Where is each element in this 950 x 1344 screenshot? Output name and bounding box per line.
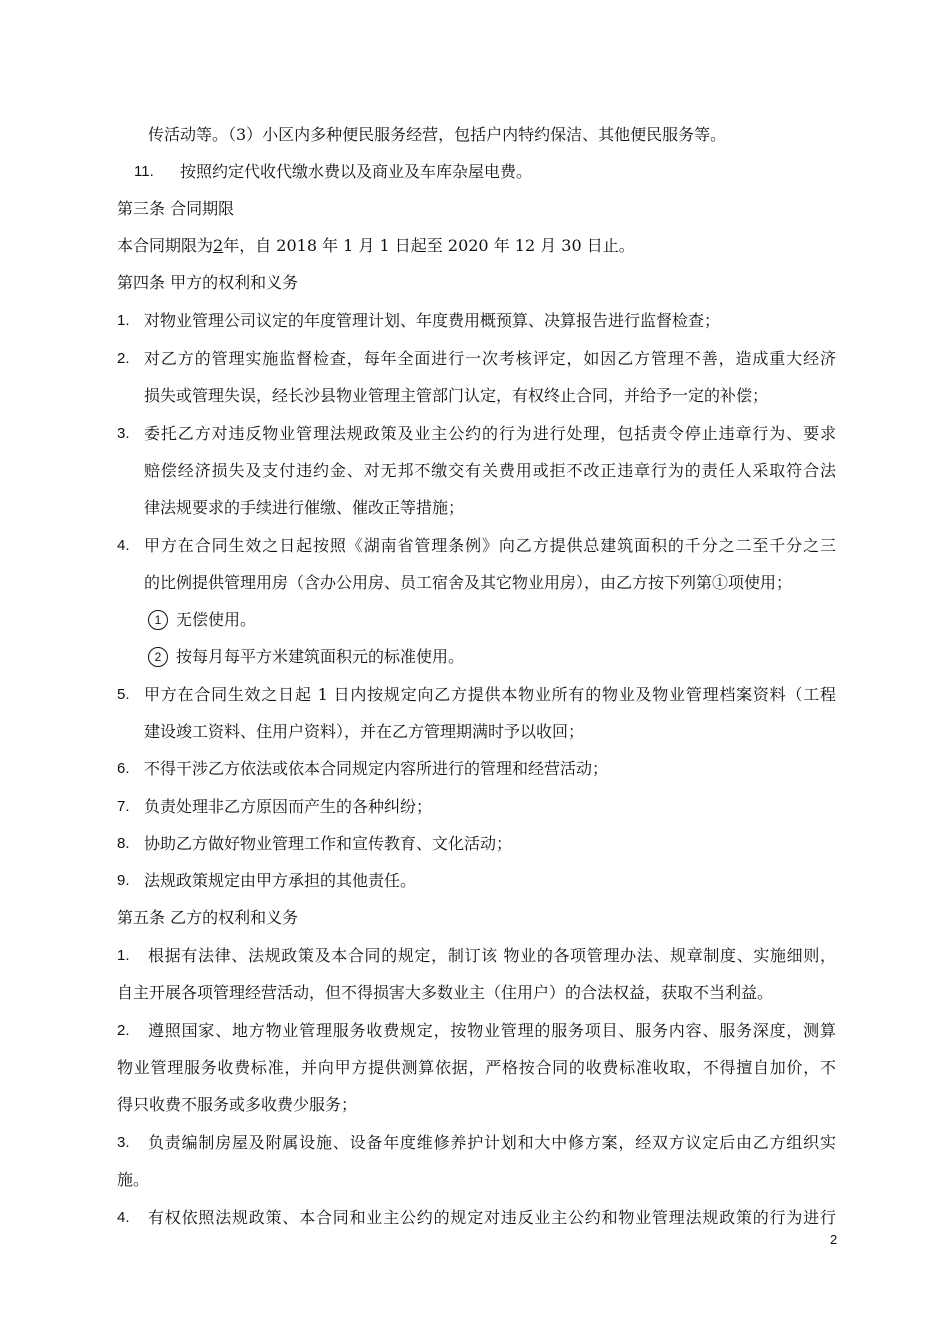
article-heading: 第四条 甲方的权利和义务 xyxy=(117,273,299,292)
term-text-a: 本合同期限为 xyxy=(117,236,214,255)
paragraph-line: 委托乙方对违反物业管理法规政策及业主公约的行为进行处理，包括责令停止违章行为、要求 xyxy=(144,424,836,443)
paragraph-line: 施。 xyxy=(117,1170,150,1189)
paragraph-line: 对物业管理公司议定的年度管理计划、年度费用概预算、决算报告进行监督检查； xyxy=(144,311,721,330)
item-number: 8. xyxy=(117,835,130,852)
term-text-b: 年，自 2018 年 1 月 1 日起至 2020 年 12 月 30 日止。 xyxy=(223,236,635,255)
paragraph-line: 传活动等。（3）小区内多种便民服务经营，包括户内特约保洁、其他便民服务等。 xyxy=(148,125,727,144)
item-number: 9. xyxy=(117,872,130,889)
item-number: 1. xyxy=(117,947,130,964)
paragraph-line: 赔偿经济损失及支付违约金、对无邦不缴交有关费用或拒不改正违章行为的责任人采取符合法 xyxy=(144,461,836,480)
paragraph-line: 建设竣工资料、住用户资料），并在乙方管理期满时予以收回； xyxy=(144,722,585,741)
paragraph-line: 协助乙方做好物业管理工作和宣传教育、文化活动； xyxy=(144,834,513,853)
item-number: 11. xyxy=(134,163,154,180)
item-number: 4. xyxy=(117,1209,130,1226)
paragraph-line: 律法规要求的手续进行催缴、催改正等措施； xyxy=(144,498,465,517)
paragraph-line: 遵照国家、地方物业管理服务收费规定，按物业管理的服务项目、服务内容、服务深度，测算 xyxy=(148,1021,836,1040)
article-heading: 第三条 合同期限 xyxy=(117,199,235,218)
option-line xyxy=(148,646,464,668)
item-number: 2. xyxy=(117,1022,130,1039)
article-heading: 第五条 乙方的权利和义务 xyxy=(117,908,299,927)
paragraph-line: 物业管理服务收费标准，并向甲方提供测算依据，严格按合同的收费标准收取，不得擅自加价，不 xyxy=(117,1058,836,1077)
item-number: 6. xyxy=(117,760,130,777)
paragraph-line: 不得干涉乙方依法或依本合同规定内容所进行的管理和经营活动； xyxy=(144,759,609,778)
term-years: 2 xyxy=(213,236,224,255)
item-number: 7. xyxy=(117,798,130,815)
paragraph-line: 按照约定代收代缴水费以及商业及车库杂屋电费。 xyxy=(180,162,533,181)
paragraph-line: 的比例提供管理用房（含办公用房、员工宿舍及其它物业用房），由乙方按下列第①项使用； xyxy=(144,573,793,592)
contract-term-line xyxy=(117,235,635,257)
option-line xyxy=(148,609,256,631)
item-number: 5. xyxy=(117,686,130,703)
item-number: 3. xyxy=(117,1134,130,1151)
paragraph-line: 根据有法律、法规政策及本合同的规定，制订该 物业的各项管理办法、规章制度、实施细则， xyxy=(148,946,836,965)
paragraph-line: 负责处理非乙方原因而产生的各种纠纷； xyxy=(144,797,433,816)
page-number: 2 xyxy=(830,1232,838,1247)
option-text: 无偿使用。 xyxy=(176,610,257,629)
circled-number-2: 2 xyxy=(148,647,168,667)
paragraph-line: 负责编制房屋及附属设施、设备年度维修养护计划和大中修方案，经双方议定后由乙方组织实 xyxy=(148,1133,836,1152)
item-number: 3. xyxy=(117,425,130,442)
option-text: 按每月每平方米建筑面积元的标准使用。 xyxy=(176,647,465,666)
paragraph-line: 对乙方的管理实施监督检查，每年全面进行一次考核评定，如因乙方管理不善，造成重大经济 xyxy=(144,349,836,368)
paragraph-line: 法规政策规定由甲方承担的其他责任。 xyxy=(144,871,417,890)
paragraph-line: 甲方在合同生效之日起 1 日内按规定向乙方提供本物业所有的物业及物业管理档案资料（工程 xyxy=(144,685,836,704)
item-number: 1. xyxy=(117,312,130,329)
circled-number-1: 1 xyxy=(148,610,168,630)
paragraph-line: 有权依照法规政策、本合同和业主公约的规定对违反业主公约和物业管理法规政策的行为进行 xyxy=(148,1208,836,1227)
paragraph-line: 损失或管理失误，经长沙县物业管理主管部门认定，有权终止合同，并给予一定的补偿； xyxy=(144,386,769,405)
item-number: 4. xyxy=(117,537,130,554)
paragraph-line: 自主开展各项管理经营活动，但不得损害大多数业主（住用户）的合法权益，获取不当利益。 xyxy=(117,983,774,1002)
paragraph-line: 得只收费不服务或多收费少服务； xyxy=(117,1095,358,1114)
paragraph-line: 甲方在合同生效之日起按照《湖南省管理条例》向乙方提供总建筑面积的千分之二至千分之三 xyxy=(144,536,836,555)
item-number: 2. xyxy=(117,350,130,367)
